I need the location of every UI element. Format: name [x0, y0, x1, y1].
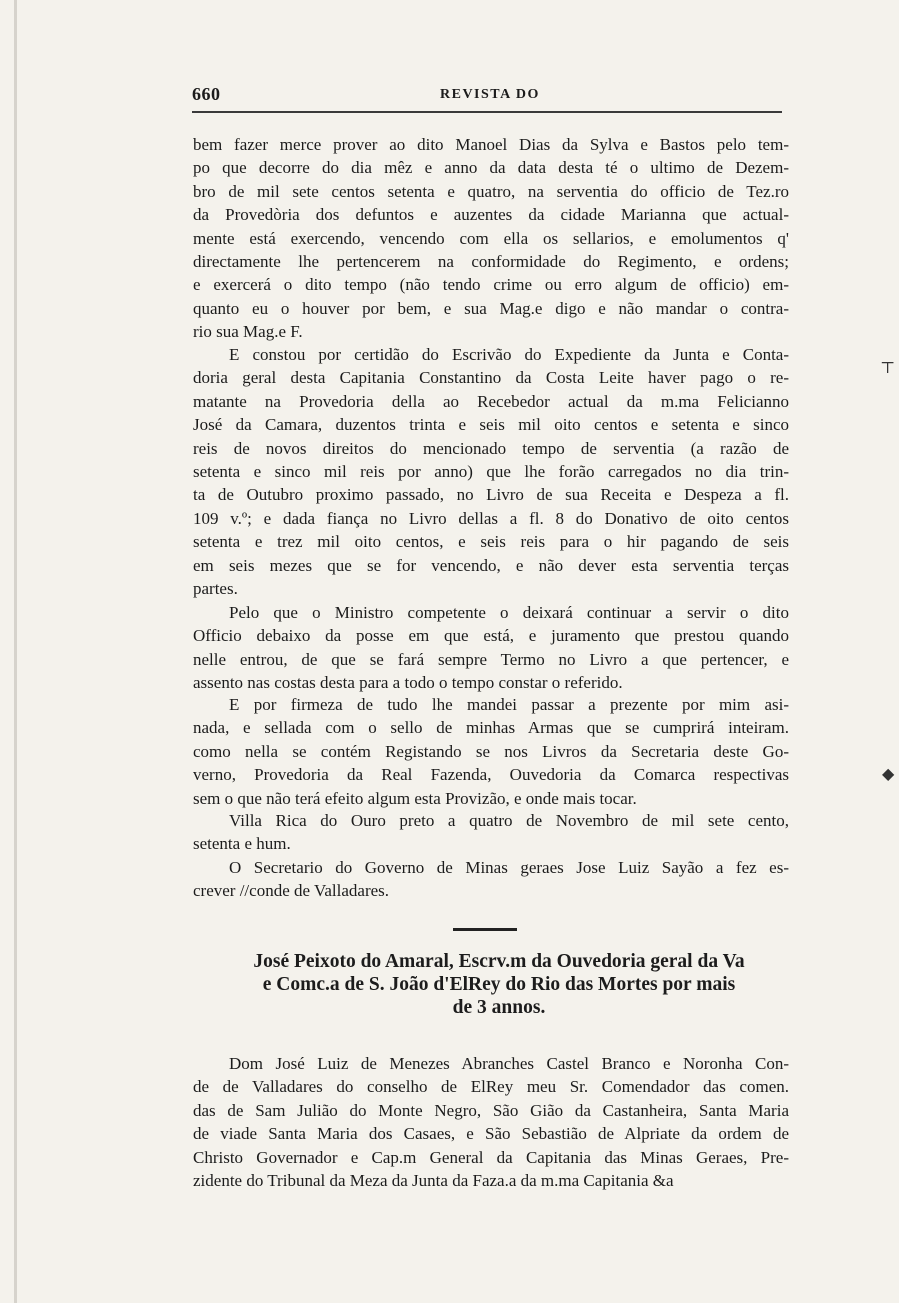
paragraph-secretario [193, 856, 789, 903]
paragraph-certidao [193, 343, 789, 600]
text-line: ta de Outubro proximo passado, no Livro de sua Receita e Despeza a fl. [193, 485, 789, 505]
text-line: José da Camara, duzentos trinta e seis mil oito centos e setenta e sinco [193, 415, 789, 435]
paragraph-ministro [193, 601, 789, 695]
text-line: partes. [193, 578, 238, 598]
title-line: de 3 annos. [452, 997, 546, 1018]
text-line: reis de novos direitos do mencionado tempo de serventia (a razão de [193, 438, 789, 458]
text-line: mente está exercendo, vencendo com ella os sellarios, e emolumentos q' [193, 228, 789, 248]
header-rule [192, 111, 782, 113]
title-line: José Peixoto do Amaral, Escrv.m da Ouvedoria geral da Va [253, 951, 745, 972]
text-line: doria geral desta Capitania Constantino da Costa Leite haver pago o re- [193, 368, 789, 388]
text-line: rio sua Mag.e F. [193, 322, 303, 342]
text-line: 109 v.º; e dada fiança no Livro dellas a fl. 8 do Donativo de oito centos [193, 508, 789, 528]
paragraph-continuation [193, 133, 789, 344]
text-line: da Provedòria dos defuntos e auzentes da cidade Marianna que actual- [193, 205, 789, 225]
text-line: assento nas costas desta para a todo o tempo constar o referido. [193, 673, 623, 693]
text-line: Officio debaixo da posse em que está, e juramento que prestou quando [193, 626, 789, 646]
text-line: crever //conde de Valladares. [193, 881, 390, 901]
text-line: O Secretario do Governo de Minas geraes Jose Luiz Sayão a fez es- [229, 858, 789, 877]
page-number: 660 [192, 84, 221, 104]
text-line: e exercerá o dito tempo (não tendo crime ou erro algum de officio) em- [193, 275, 789, 295]
text-line: Pelo que o Ministro competente o deixará continuar a servir o dito [229, 603, 789, 622]
text-line: quanto eu o houver por bem, e sua Mag.e digo e não mandar o contra- [193, 298, 789, 318]
page-header [192, 84, 782, 108]
running-head: REVISTA DO [440, 87, 540, 102]
text-line: Dom José Luiz de Menezes Abranches Castel Branco e Noronha Con- [229, 1054, 789, 1073]
text-line: em seis mezes que se for vencendo, e não dever esta serventia terças [193, 555, 789, 575]
text-line: Villa Rica do Ouro preto a quatro de Novembro de mil sete cento, [229, 811, 789, 830]
margin-mark: ⊤ [880, 360, 896, 377]
text-line: directamente lhe pertencerem na conformidade do Regimento, e ordens; [193, 251, 789, 271]
text-line: de viade Santa Maria dos Casaes, e São Sebastião de Alpriate da ordem de [193, 1124, 789, 1144]
section-separator [453, 928, 517, 931]
text-line: setenta e hum. [193, 834, 291, 854]
text-line: bem fazer merce prover ao dito Manoel Dias da Sylva e Bastos pelo tem- [193, 135, 789, 154]
text-line: nada, e sellada com o sello de minhas Armas que se cumprirá inteiram. [193, 718, 789, 738]
text-line: matante na Provedoria della ao Recebedor actual da m.ma Felicianno [193, 391, 789, 411]
text-line: bro de mil sete centos setenta e quatro, na serventia do officio de Tez.ro [193, 181, 789, 201]
text-line: zidente do Tribunal da Meza da Junta da Faza.a da m.ma Capitania &a [193, 1170, 674, 1190]
paragraph-dom-jose [193, 1052, 789, 1192]
text-line: das de Sam Julião do Monte Negro, São Gião da Castanheira, Santa Maria [193, 1100, 789, 1120]
text-line: verno, Provedoria da Real Fazenda, Ouvedoria da Comarca respectivas [193, 765, 789, 785]
section-title [200, 950, 798, 1019]
text-line: E constou por certidão do Escrivão do Expediente da Junta e Conta- [229, 345, 789, 364]
text-line: setenta e sinco mil reis por anno) que lhe forão carregados no dia trin- [193, 461, 789, 481]
text-line: setenta e trez mil oito centos, e seis reis para o hir pagando de seis [193, 532, 789, 552]
paragraph-date [193, 809, 789, 856]
text-line: de de Valladares do conselho de ElRey meu Sr. Comendador das comen. [193, 1077, 789, 1097]
scan-edge-shadow [14, 0, 17, 1303]
paragraph-firmeza [193, 693, 789, 810]
text-line: po que decorre do dia mêz e anno da data desta té o ultimo de Dezem- [193, 158, 789, 178]
text-line: Christo Governador e Cap.m General da Capitania das Minas Geraes, Pre- [193, 1147, 789, 1167]
text-line: como nella se contém Registando se nos Livros da Secretaria deste Go- [193, 741, 789, 761]
margin-mark: ◆ [882, 766, 895, 783]
title-line: e Comc.a de S. João d'ElRey do Rio das Mortes por mais [262, 974, 736, 995]
text-line: nelle entrou, de que se fará sempre Termo no Livro a que pertencer, e [193, 649, 789, 669]
text-line: E por firmeza de tudo lhe mandei passar a prezente por mim asi- [229, 695, 789, 714]
text-line: sem o que não terá efeito algum esta Provizão, e onde mais tocar. [193, 788, 637, 808]
